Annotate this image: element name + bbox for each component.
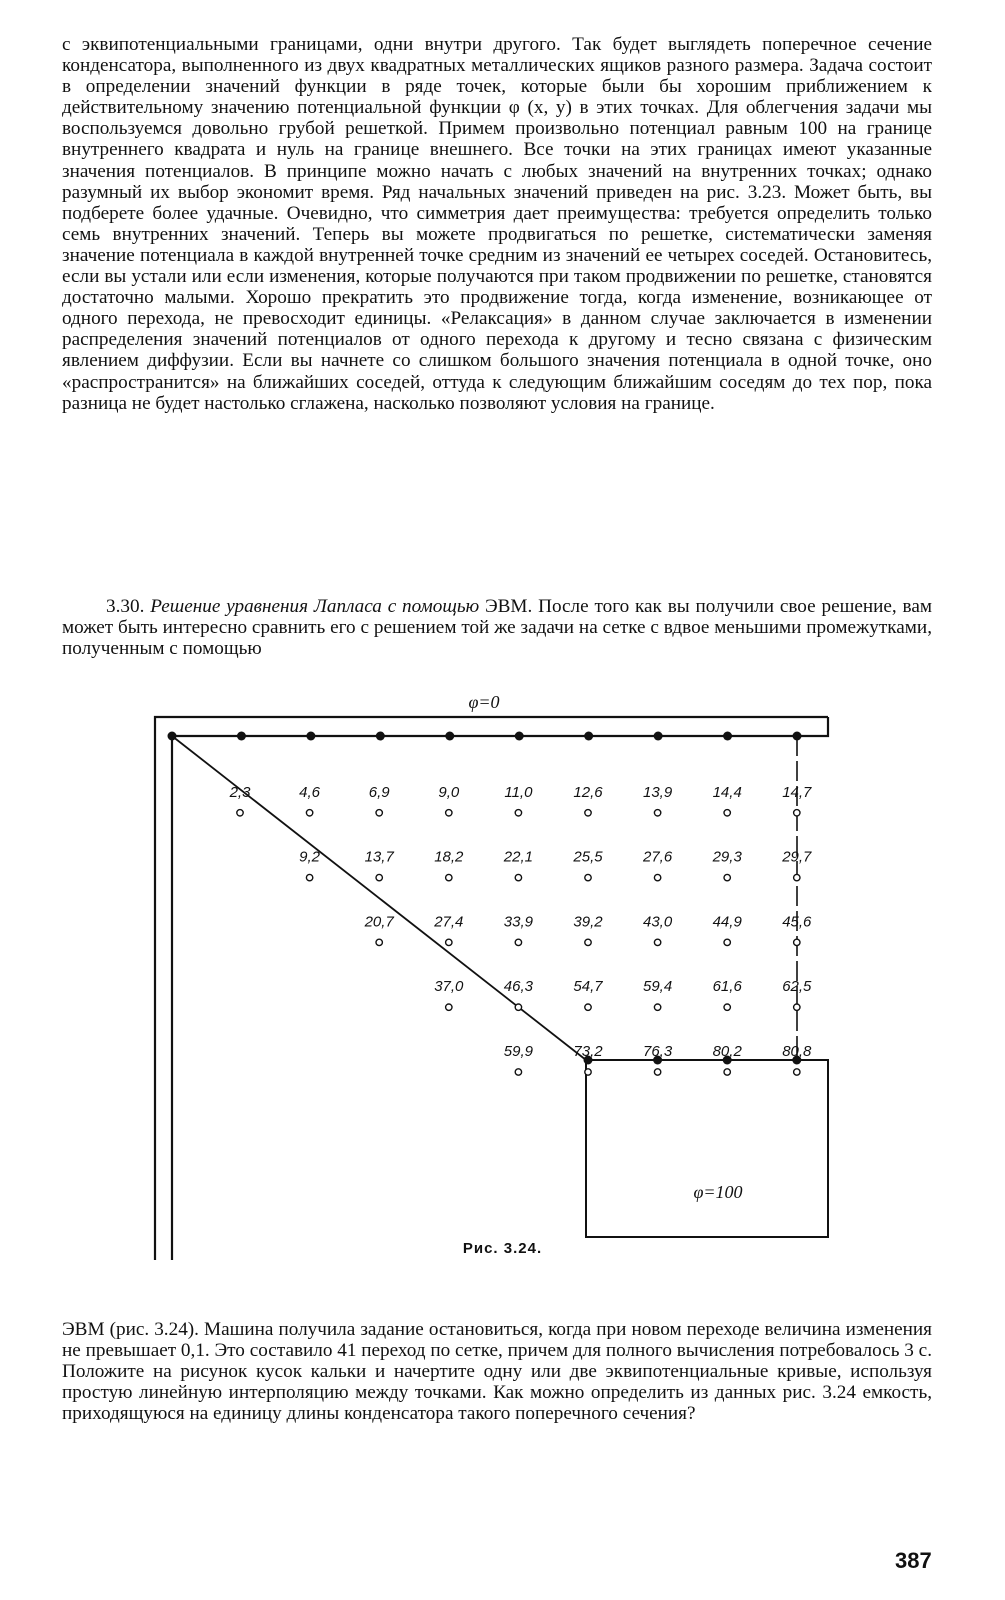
grid-point <box>585 874 591 880</box>
grid-point <box>724 810 730 816</box>
grid-value-label: 59,4 <box>642 978 673 996</box>
grid-point <box>794 939 800 945</box>
grid-value-label: 29,3 <box>712 848 742 866</box>
grid-point <box>724 939 730 945</box>
outer-boundary-point <box>793 732 802 741</box>
paragraph-1: с эквипотенциальными границами, одни внутри другого. Так будет выглядеть поперечное сечение конденсатора, выполненного из двух квадратных металлических ящиков разного размера. Задача состоит в определении значений функции в ряде точек, которые были бы хорошим приближением к действительному значению потенциальной функции φ (x, y) в этих точках. Для облегчения задачи мы воспользуемся довольно грубой решеткой. Примем произвольно потенциал равным 100 на границе внутреннего квадрата и нуль на границе внешнего. Все точки на этих границах имеют указанные значения потенциалов. В принципе можно начать с любых значений на внутренних точках; однако разумный их выбор экономит время. Ряд начальных значений приведен на рис. 3.23. Может быть, вы подберете более удачные. Очевидно, что симметрия дает преимущества: требуется определить только семь внутренних значений. Теперь вы можете продвигаться по решетке, систематически заменяя значение потенциала в каждой внутренней точке средним из значений ее четырех соседей. Остановитесь, если вы устали или если изменения, которые получаются при таком продвижении по решетке, становятся достаточно малыми. Хорошо прекратить это продвижение тогда, когда изменение, возникающее от одного перехода, не превосходит единицы. «Релаксация» в данном случае заключается в изменении распределения значений потенциалов от одного перехода к другому и тесно связана с физическим явлением диффузии. Если вы начнете со слишком большого значения потенциала в одной точке, оно «распространится» на ближайших соседей, оттуда к следующим ближайшим соседям до тех пор, пока разница не будет настолько сглажена, насколько позволяют условия на границе. <box>62 34 932 414</box>
grid-value-label: 44,9 <box>712 913 742 931</box>
grid-point <box>376 874 382 880</box>
outer-boundary-point <box>306 732 315 741</box>
page-number: 387 <box>895 1548 932 1573</box>
grid-value-label: 25,5 <box>573 848 603 866</box>
grid-value-label: 11,0 <box>504 783 533 801</box>
grid-point <box>446 874 452 880</box>
grid-diagram <box>0 670 1005 1260</box>
grid-point <box>794 1069 800 1075</box>
grid-point <box>376 810 382 816</box>
grid-value-label: 46,3 <box>503 978 534 996</box>
grid-value-label: 20,7 <box>364 913 394 931</box>
inner-boundary <box>586 1060 828 1237</box>
grid-value-label: 29,7 <box>782 848 812 866</box>
grid-value-label: 59,9 <box>503 1043 534 1060</box>
grid-point <box>654 939 660 945</box>
grid-value-label: 54,7 <box>573 978 603 996</box>
grid-point <box>515 1069 521 1075</box>
grid-point <box>306 874 312 880</box>
grid-value-label: 4,6 <box>299 783 321 801</box>
section-text: ЭВМ. После того как вы получили свое решение, вам может быть интересно сравнить его с решением той же задачи на сетке с вдвое меньшими промежутками, полученным с помощью <box>62 596 933 660</box>
grid-point <box>376 939 382 945</box>
outer-boundary-point <box>584 732 593 741</box>
grid-value-label: 9,2 <box>299 848 321 866</box>
grid-point <box>724 874 730 880</box>
grid-point <box>515 939 521 945</box>
grid-value-label: 80,2 <box>712 1043 742 1060</box>
grid-value-label: 27,4 <box>434 913 464 931</box>
grid-value-label: 14,4 <box>712 783 742 801</box>
outer-boundary-point <box>376 732 385 741</box>
inner-potential-label: φ=100 <box>693 1182 743 1202</box>
outer-boundary-point <box>515 732 524 741</box>
grid-value-label: 33,9 <box>503 913 534 931</box>
grid-point <box>446 810 452 816</box>
grid-point <box>306 810 312 816</box>
grid-value-label: 73,2 <box>573 1043 603 1060</box>
grid-point <box>446 1004 452 1010</box>
grid-value-label: 18,2 <box>434 848 464 866</box>
grid-point <box>654 874 660 880</box>
grid-point <box>654 1004 660 1010</box>
grid-point <box>585 1004 591 1010</box>
grid-value-label: 27,6 <box>642 848 673 866</box>
grid-value-label: 62,5 <box>782 978 812 996</box>
grid-value-label: 37,0 <box>434 978 464 996</box>
outer-boundary-point <box>237 732 246 741</box>
grid-value-label: 6,9 <box>368 783 390 801</box>
grid-value-label: 39,2 <box>573 913 603 931</box>
outer-boundary-point <box>654 732 663 741</box>
grid-point <box>585 939 591 945</box>
outer-boundary-point <box>168 732 177 741</box>
grid-point <box>515 874 521 880</box>
grid-point <box>654 810 660 816</box>
grid-point <box>585 1069 591 1075</box>
grid-point <box>794 874 800 880</box>
grid-points <box>229 784 812 1075</box>
grid-point <box>724 1004 730 1010</box>
grid-value-label: 14,7 <box>782 783 812 801</box>
outer-boundary-point <box>723 732 732 741</box>
grid-value-label: 9,0 <box>438 783 460 801</box>
outer-potential-label: φ=0 <box>468 692 500 712</box>
grid-point <box>794 810 800 816</box>
grid-point <box>654 1069 660 1075</box>
grid-value-label: 13,9 <box>642 783 673 801</box>
figure-caption: Рис. 3.24. <box>462 1240 543 1257</box>
grid-point <box>446 939 452 945</box>
paragraph-2 <box>62 596 932 659</box>
grid-point <box>515 1004 521 1010</box>
grid-value-label: 22,1 <box>503 848 534 866</box>
figure-3-24 <box>0 670 1005 1260</box>
grid-value-label: 43,0 <box>642 913 673 931</box>
grid-point <box>237 810 243 816</box>
grid-value-label: 80,8 <box>782 1043 812 1060</box>
grid-point <box>724 1069 730 1075</box>
grid-value-label: 12,6 <box>573 783 603 801</box>
grid-point <box>794 1004 800 1010</box>
grid-point <box>515 810 521 816</box>
outer-boundary-point <box>445 732 454 741</box>
section-number: 3.30. <box>106 596 145 617</box>
grid-point <box>585 810 591 816</box>
section-title: Решение уравнения Лапласа с помощью <box>150 596 480 617</box>
paragraph-3: ЭВМ (рис. 3.24). Машина получила задание остановиться, когда при новом переходе величина изменения не превышает 0,1. Это составило 41 переход по сетке, причем для полного вычисления потребовалось 3 с. Положите на рисунок кусок кальки и начертите одну или две эквипотенциальные кривые, используя простую линейную интерполяцию между точками. Как можно определить из данных рис. 3.24 емкость, приходящуюся на единицу длины конденсатора такого поперечного сечения? <box>62 1319 932 1425</box>
grid-value-label: 2,3 <box>229 783 251 801</box>
boundary-points <box>168 732 802 1065</box>
grid-value-label: 45,6 <box>782 913 812 931</box>
grid-value-label: 76,3 <box>642 1043 673 1060</box>
grid-value-label: 61,6 <box>712 978 742 996</box>
grid-value-label: 13,7 <box>364 848 394 866</box>
